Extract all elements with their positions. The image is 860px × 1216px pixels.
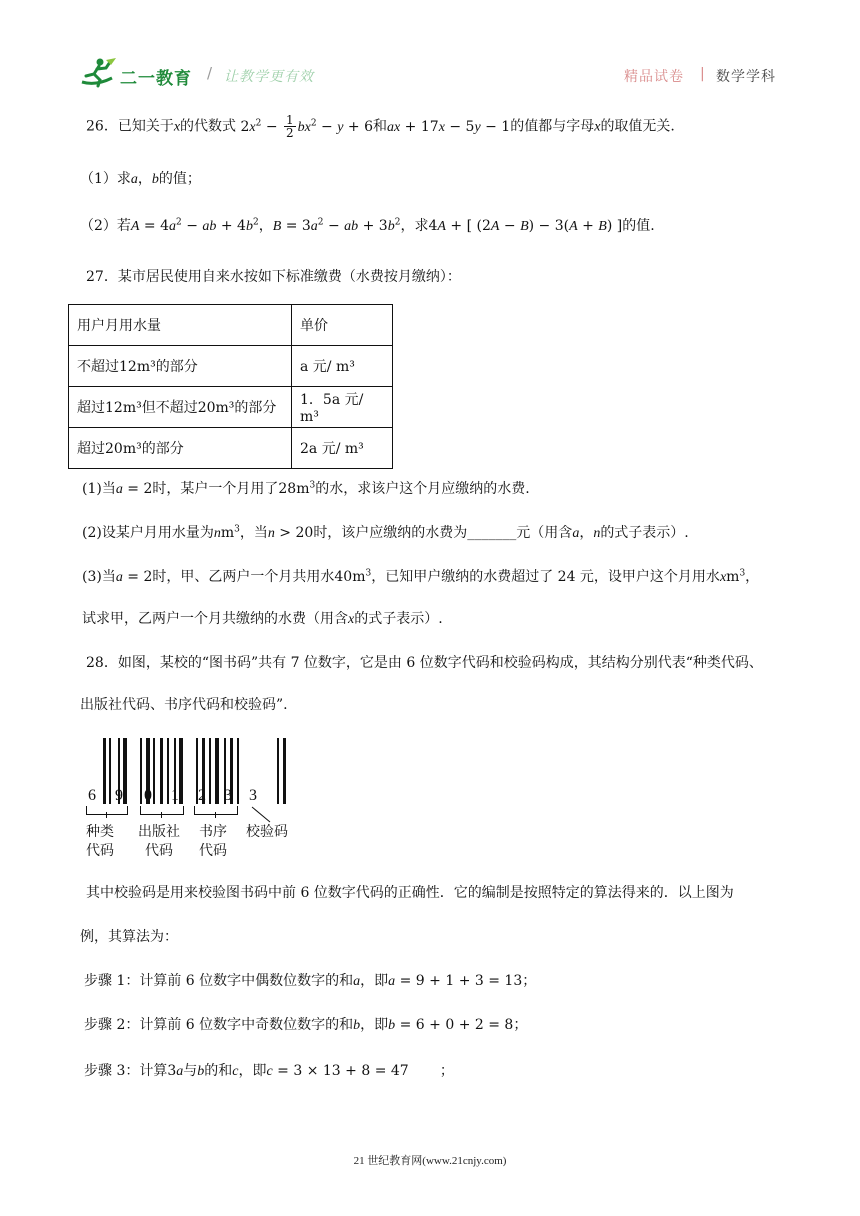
q26-part2 <box>80 215 655 235</box>
q27-s3-line2a: 试求甲，乙两户一个月共缴纳的水费（用含 <box>82 611 348 627</box>
barcode-bar <box>103 738 106 804</box>
q27-s1-a: (1)当 <box>82 481 116 497</box>
table-cell: 2a 元/ m³ <box>292 428 393 469</box>
table-cell: 1．5a 元/ m³ <box>292 387 393 428</box>
q26-part1-sep: ， <box>137 171 152 187</box>
q27-intro: 27．某市居民使用自来水按如下标准缴费（水费按月缴纳）： <box>86 269 461 285</box>
barcode-digit: 6 <box>88 787 96 804</box>
q26-expr2: ax + 17x − 5y − 1 <box>387 118 511 135</box>
q28-line1: 28．如图，某校的“图书码”共有 7 位数字，它是由 6 位数字代码和校验码构成，其结构分别代表“种类代码、 <box>86 655 763 671</box>
table-cell: 超过12m³但不超过20m³的部分 <box>69 387 292 428</box>
q27-s3-line2b: 的式子表示）. <box>354 611 443 627</box>
fee-table <box>68 304 393 469</box>
table-cell: a 元/ m³ <box>292 346 393 387</box>
barcode-digit: 3 <box>224 787 232 804</box>
q28-para2: 例，其算法为： <box>80 929 178 945</box>
table-header-usage: 用户月用水量 <box>69 305 292 346</box>
step3-mid: ，即 <box>238 1063 267 1079</box>
table-row <box>69 305 393 346</box>
q26-part2-mid: ， <box>258 218 273 234</box>
q27-s3-c: ，已知甲户缴纳的水费超过了 24 元，设甲户这个月用水 <box>371 569 720 585</box>
caption-check-code: 校验码 <box>246 824 288 840</box>
q27-sub2: (2)设某户月用水量为$nm^3$，当n > 20时，该户应缴纳的水费为_______元（用含a，n的式子表示）. <box>82 524 689 541</box>
q26-expr-B: $B = 3a^2$ − ab + $3b^2$ <box>272 217 401 234</box>
q27-s1-c: 的水，求该户这个月应缴纳的水费. <box>315 481 530 497</box>
q26-tail: 的值都与字母 <box>510 118 595 135</box>
caption-line: 书序 <box>199 824 227 840</box>
step1-mid: ，即 <box>360 973 389 989</box>
barcode-bar <box>237 738 239 804</box>
barcode-bar <box>209 738 211 804</box>
q26-stem: 26．已知关于x的代数式 $2x^2$ − $\frac{1}{2}$ $bx^2 - y + 6$和ax + 17x − 5y − 1的值都与字母x的取值无关. <box>86 113 675 140</box>
caption-line: 种类 <box>86 824 114 840</box>
q26-mid2: 和 <box>373 118 388 135</box>
barcode-bar <box>109 738 111 804</box>
caption-kind-code <box>80 823 120 861</box>
step1-formula: a = 9 + 1 + 3 = 13； <box>388 973 537 989</box>
q26-expr-A: $A = 4a^2$ − ab + $4b^2$ <box>130 217 259 234</box>
q26-expr-target: 4A + [ (2A − B) − 3(A + B) ] <box>428 218 623 234</box>
step3-formula: c = 3 × 13 + 8 = 47 ； <box>266 1063 454 1079</box>
q26-part1-end: 的值； <box>158 171 201 187</box>
caption-line: 代码 <box>145 843 173 859</box>
table-row <box>69 387 393 428</box>
bracket-tick <box>106 812 107 818</box>
q28-para1: 其中校验码是用来校验图书码中前 6 位数字代码的正确性．它的编制是按照特定的算法得来的．以上图为 <box>86 885 734 901</box>
q26-part2-end: 的值. <box>622 218 655 234</box>
table-row <box>69 428 393 469</box>
table-row <box>69 346 393 387</box>
q27-sub3-line2: 试求甲，乙两户一个月共缴纳的水费（用含x的式子表示）. <box>82 611 443 627</box>
q27-s2-d: 的式子表示）. <box>600 525 689 541</box>
barcode-digit: 1 <box>171 787 179 804</box>
table-cell: 不超过12m³的部分 <box>69 346 292 387</box>
q26-part2-find: ，求 <box>400 218 429 234</box>
barcode-digit: 3 <box>249 787 257 804</box>
step1-lead: 步骤 1：计算前 6 位数字中偶数位数字的和 <box>84 973 354 989</box>
caption-sequence-code <box>193 823 233 861</box>
q27-s2-b: ，当 <box>239 525 268 541</box>
barcode-bar <box>215 738 219 804</box>
q26-end: 的取值无关. <box>600 118 675 135</box>
q27-s2-c: 时，该户应缴纳的水费为_______元（用含 <box>313 525 573 541</box>
header-separator: | <box>700 66 706 82</box>
barcode-bar <box>179 738 183 804</box>
q26-mid1: 的代数式 <box>180 118 237 135</box>
q26-part1: （1）求a，b的值； <box>80 171 201 187</box>
bracket-sequence <box>194 806 238 815</box>
step2-formula: b = 6 + 0 + 2 = 8； <box>388 1017 528 1033</box>
q28-step3: 步骤 3：计算3a与b的和c，即c = 3 × 13 + 8 = 47 ； <box>84 1063 454 1079</box>
q27-s3-d: ， <box>745 569 760 585</box>
step3-lead: 步骤 3：计算 <box>84 1063 168 1079</box>
barcode-digit: 9 <box>115 787 123 804</box>
barcode-bar <box>160 738 163 804</box>
caption-line: 出版社 <box>138 824 180 840</box>
bracket-kind <box>86 806 128 815</box>
barcode-bar <box>277 738 279 804</box>
barcode-bar <box>283 738 286 804</box>
q27-s3-b: 时，甲、乙两户一个月共用水 <box>152 569 335 585</box>
step3-and: 与 <box>183 1063 198 1079</box>
header-tag-quality: 精品试卷 <box>624 69 684 85</box>
barcode-digit: 2 <box>198 787 206 804</box>
caption-publisher-code <box>134 823 184 861</box>
footer: 21 世纪教育网(www.21cnjy.com) <box>353 1155 507 1167</box>
bracket-tick <box>161 812 162 818</box>
barcode-bar <box>140 738 142 804</box>
logo-divider: / <box>207 64 213 82</box>
bracket-publisher <box>140 806 184 815</box>
q27-s2-a: (2)设某户月用水量为 <box>82 525 214 541</box>
step2-mid: ，即 <box>360 1017 389 1033</box>
step3-sum: 的和 <box>204 1063 233 1079</box>
logo-slogan: 让教学更有效 <box>224 69 314 85</box>
q26-expr1: $2x^2$ − $\frac{1}{2}$ $bx^2 - y + 6$ <box>240 113 374 140</box>
logo-icon <box>78 56 118 90</box>
q28-step2: 步骤 2：计算前 6 位数字中奇数位数字的和b，即b = 6 + 0 + 2 = 8； <box>84 1017 528 1033</box>
q27-sub3: (3)当a = 2时，甲、乙两户一个月共用水$40m^3$，已知甲户缴纳的水费超过了 24 元，设甲户这个月用水$xm^3$， <box>82 568 760 585</box>
barcode-digit: 0 <box>144 787 152 804</box>
header-tag-subject: 数学学科 <box>716 69 776 85</box>
caption-line: 代码 <box>86 843 114 859</box>
logo-text: 二一教育 <box>120 69 192 89</box>
barcode-bar <box>123 738 127 804</box>
step2-lead: 步骤 2：计算前 6 位数字中奇数位数字的和 <box>84 1017 354 1033</box>
q26-part2-lead: （2）若 <box>80 218 131 234</box>
barcode-bar <box>167 738 169 804</box>
table-cell: 超过20m³的部分 <box>69 428 292 469</box>
q27-sub1: (1)当a = 2时，某户一个月用了$28m^3$的水，求该户这个月应缴纳的水费. <box>82 480 530 497</box>
barcode-bar <box>153 738 155 804</box>
q27-s3-a: (3)当 <box>82 569 116 585</box>
pointer-line <box>250 806 274 824</box>
caption-line: 代码 <box>199 843 227 859</box>
bracket-tick <box>215 812 216 818</box>
q28-step1: 步骤 1：计算前 6 位数字中偶数位数字的和a，即a = 9 + 1 + 3 = 13； <box>84 973 537 989</box>
q26-lead: 26．已知关于 <box>86 118 174 135</box>
table-header-price: 单价 <box>292 305 393 346</box>
q28-line2: 出版社代码、书序代码和校验码”. <box>80 697 288 713</box>
q27-s1-b: 时，某户一个月用了 <box>152 481 279 497</box>
q26-part1-lead: （1）求 <box>80 171 131 187</box>
